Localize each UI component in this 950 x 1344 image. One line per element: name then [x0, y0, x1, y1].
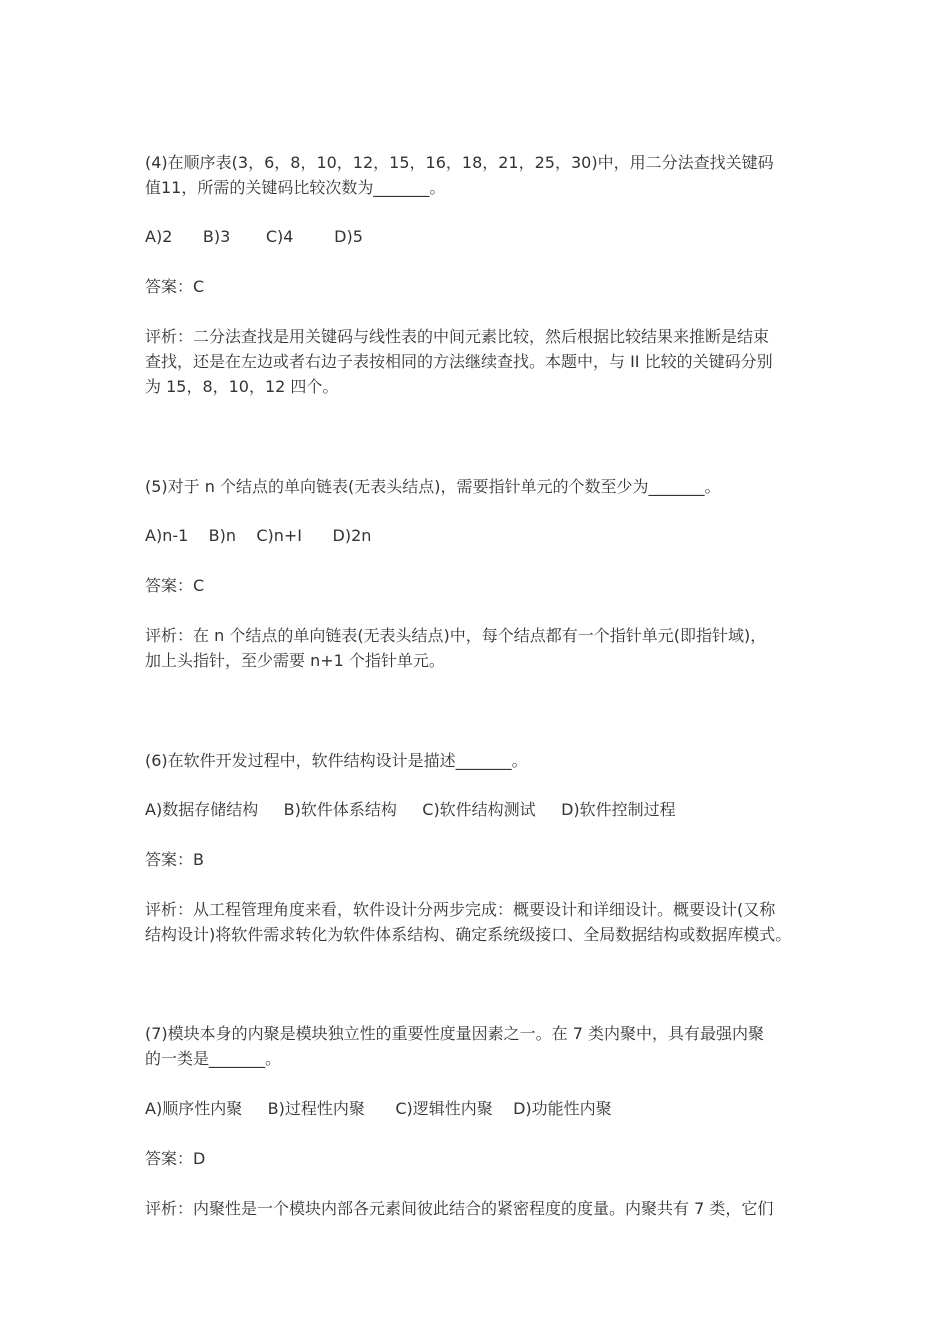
question-answer: 答案：C [145, 277, 205, 296]
question-analysis-line: 评析：从工程管理角度来看，软件设计分两步完成：概要设计和详细设计。概要设计(又称 [145, 900, 776, 919]
question-stem-line: (7)模块本身的内聚是模块独立性的重要性度量因素之一。在 7 类内聚中，具有最强内聚 [145, 1024, 765, 1043]
question-answer: 答案：B [145, 850, 204, 869]
question-analysis-line: 结构设计)将软件需求转化为软件体系结构、确定系统级接口、全局数据结构或数据库模式。 [145, 925, 792, 944]
question-options: A)顺序性内聚 B)过程性内聚 C)逻辑性内聚 D)功能性内聚 [145, 1099, 612, 1118]
question-answer: 答案：C [145, 576, 205, 595]
question-stem-line: 的一类是_______。 [145, 1049, 282, 1068]
question-options: A)n-1 B)n C)n+I D)2n [145, 526, 372, 545]
question-analysis-line: 评析：二分法查找是用关键码与线性表的中间元素比较，然后根据比较结果来推断是结束 [145, 327, 770, 346]
question-analysis-line: 查找，还是在左边或者右边子表按相同的方法继续查找。本题中，与 II 比较的关键码分别 [145, 352, 773, 371]
question-stem-line: 值11，所需的关键码比较次数为_______。 [145, 178, 446, 197]
question-options: A)数据存储结构 B)软件体系结构 C)软件结构测试 D)软件控制过程 [145, 800, 676, 819]
question-stem-line: (4)在顺序表(3，6，8，10，12，15，16，18，21，25，30)中，用二分法查找关键码 [145, 153, 774, 172]
question-analysis-line: 评析：在 n 个结点的单向链表(无表头结点)中，每个结点都有一个指针单元(即指针域)， [145, 626, 767, 645]
question-answer: 答案：D [145, 1149, 206, 1168]
question-stem-line: (5)对于 n 个结点的单向链表(无表头结点)，需要指针单元的个数至少为_______。 [145, 477, 721, 496]
question-analysis-line: 加上头指针，至少需要 n+1 个指针单元。 [145, 651, 445, 670]
question-options: A)2 B)3 C)4 D)5 [145, 227, 363, 246]
question-analysis-line: 为 15，8，10，12 四个。 [145, 377, 339, 396]
question-stem-line: (6)在软件开发过程中，软件结构设计是描述_______。 [145, 751, 528, 770]
question-analysis-line: 评析：内聚性是一个模块内部各元素间彼此结合的紧密程度的度量。内聚共有 7 类，它们 [145, 1199, 774, 1218]
